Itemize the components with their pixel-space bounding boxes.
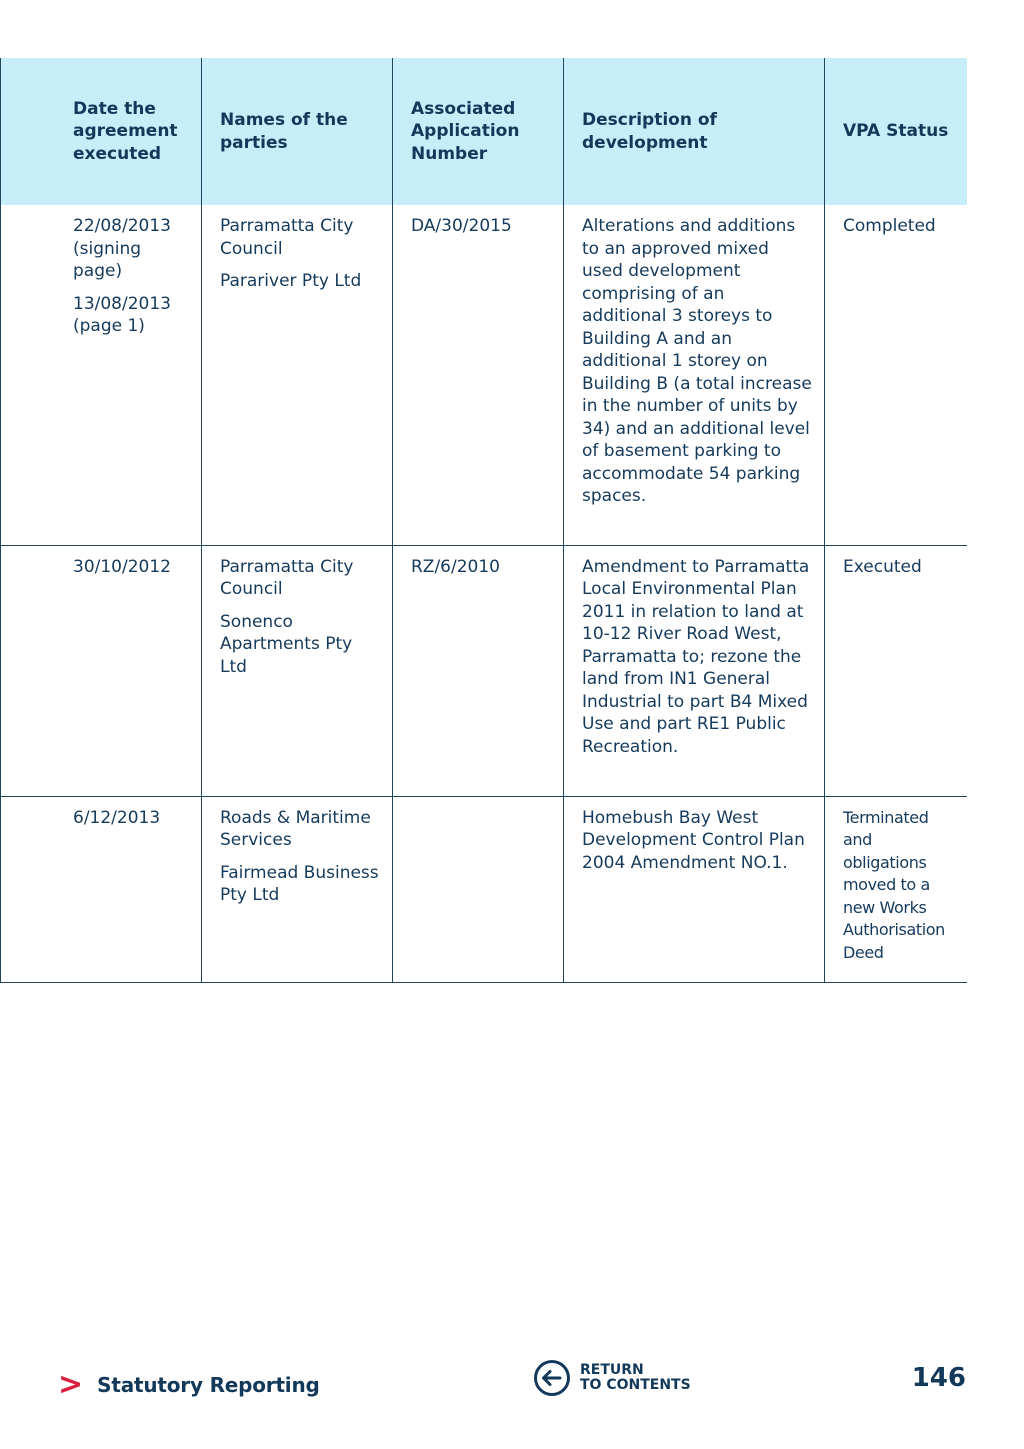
return-label-line1: RETURN bbox=[580, 1362, 644, 1378]
cell-parties bbox=[202, 796, 393, 982]
party-name: Roads & Maritime Services bbox=[220, 807, 371, 850]
return-label-line2: TO CONTENTS bbox=[580, 1377, 691, 1393]
cell-parties bbox=[202, 205, 393, 545]
arrow-left-circle-icon bbox=[533, 1359, 571, 1397]
cell-date bbox=[1, 545, 202, 796]
cell-description: Alterations and additions to an approved mixed used development comprising of an additional 3 storeys to Building A and an additional 1 storey on Building B (a total increase in the number of units by 34) and an additional level of basement parking to accommodate 54 parking spaces. bbox=[564, 205, 825, 545]
date-executed: 6/12/2013 bbox=[73, 807, 161, 828]
cell-date bbox=[1, 205, 202, 545]
table-row bbox=[1, 205, 967, 545]
cell-application-number: DA/30/2015 bbox=[393, 205, 564, 545]
cell-parties bbox=[202, 545, 393, 796]
party-name: Parramatta City Council bbox=[220, 216, 354, 259]
date-signing-page: 22/08/2013 (signing page) bbox=[73, 216, 171, 281]
party-name: Fairmead Business Pty Ltd bbox=[220, 862, 379, 905]
date-executed: 30/10/2012 bbox=[73, 556, 171, 577]
chevron-right-icon: > bbox=[58, 1367, 84, 1402]
return-label bbox=[580, 1363, 691, 1393]
page-number: 146 bbox=[911, 1363, 966, 1393]
header-date-executed: Date the agreement executed bbox=[1, 58, 202, 205]
return-to-contents-link[interactable] bbox=[533, 1359, 691, 1397]
cell-date bbox=[1, 796, 202, 982]
party-name: Parramatta City Council bbox=[220, 556, 354, 599]
header-parties: Names of the parties bbox=[202, 58, 393, 205]
table-row bbox=[1, 796, 967, 982]
cell-description: Homebush Bay West Development Control Plan 2004 Amendment NO.1. bbox=[564, 796, 825, 982]
footer-section bbox=[58, 1368, 320, 1402]
cell-status: Completed bbox=[825, 205, 967, 545]
party-name: Parariver Pty Ltd bbox=[220, 271, 362, 291]
header-application-number: Associated Application Number bbox=[393, 58, 564, 205]
party-name: Sonenco Apartments Pty Ltd bbox=[220, 611, 353, 677]
cell-application-number: RZ/6/2010 bbox=[393, 545, 564, 796]
section-title: Statutory Reporting bbox=[97, 1373, 320, 1397]
date-page-1: 13/08/2013 (page 1) bbox=[73, 293, 171, 336]
vpa-register-table bbox=[0, 58, 967, 983]
table-header-row bbox=[1, 58, 967, 205]
table-row bbox=[1, 545, 967, 796]
header-vpa-status: VPA Status bbox=[825, 58, 967, 205]
cell-description: Amendment to Parramatta Local Environmental Plan 2011 in relation to land at 10-12 River Road West, Parramatta to; rezone the land from IN1 General Industrial to part B4 Mixed Use and part RE1 Public Recreation. bbox=[564, 545, 825, 796]
cell-application-number bbox=[393, 796, 564, 982]
header-description: Description of development bbox=[564, 58, 825, 205]
cell-status: Terminated and obligations moved to a new Works Authorisation Deed bbox=[825, 796, 967, 982]
cell-status: Executed bbox=[825, 545, 967, 796]
